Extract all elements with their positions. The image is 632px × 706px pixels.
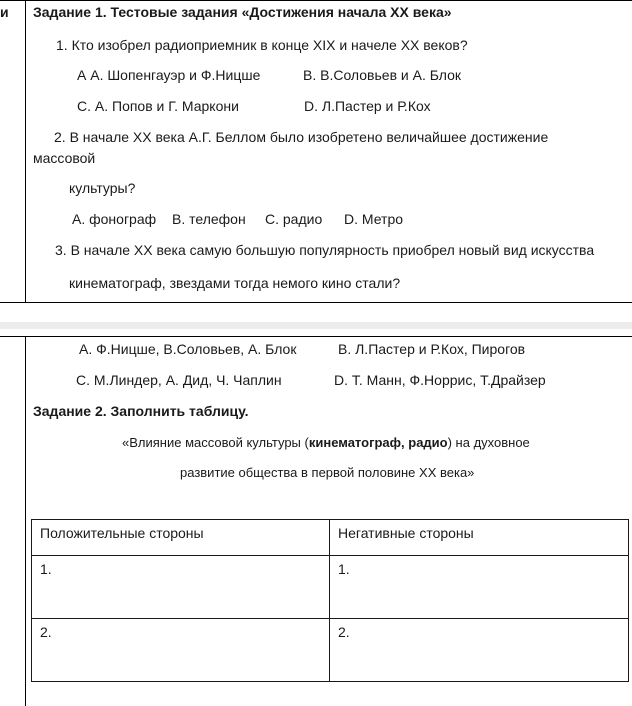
- q3-option-d: D. Т. Манн, Ф.Норрис, Т.Драйзер: [334, 372, 546, 388]
- q2-text-line1: 2. В начале XX века А.Г. Беллом было изобретено величайшее достижение: [54, 129, 549, 145]
- page1-bottom-border: [0, 302, 632, 303]
- q3-option-c: С. М.Линдер, А. Дид, Ч. Чаплин: [76, 372, 282, 388]
- cell-positive-1[interactable]: 1.: [32, 556, 330, 619]
- header-negative: Негативные стороны: [330, 520, 629, 556]
- q2-option-c: С. радио: [265, 211, 323, 227]
- table-caption-line1: [122, 435, 530, 450]
- page2-top-border: [0, 336, 632, 337]
- cell-negative-1[interactable]: 1.: [330, 556, 629, 619]
- q2-option-a: А. фонограф: [72, 211, 157, 227]
- task2-title: Задание 2. Заполнить таблицу.: [33, 403, 249, 419]
- q3-text-line1: 3. В начале XX века самую большую популярность приобрел новый вид искусства: [55, 242, 595, 258]
- task1-title: Задание 1. Тестовые задания «Достижения начала XX века»: [33, 4, 452, 20]
- q2-text-line3: культуры?: [69, 180, 136, 196]
- table-caption-line2: развитие общества в первой половине XX века»: [180, 465, 475, 480]
- caption-part1: «Влияние массовой культуры (: [122, 435, 309, 450]
- page1-column-divider: [25, 0, 26, 303]
- q3-text-line2: кинематограф, звездами тогда немого кино стали?: [69, 275, 401, 291]
- impact-table: [31, 519, 629, 682]
- table-row: [32, 619, 629, 682]
- q2-option-b: В. телефон: [172, 211, 246, 227]
- caption-bold: кинематограф, радио: [308, 435, 448, 450]
- cell-positive-2[interactable]: 2.: [32, 619, 330, 682]
- caption-part2: ) на духовное: [447, 435, 530, 450]
- left-cell-fragment: и: [0, 4, 9, 20]
- cell-negative-2[interactable]: 2.: [330, 619, 629, 682]
- page2-column-divider: [25, 336, 26, 706]
- header-positive: Положительные стороны: [32, 520, 330, 556]
- q1-option-b: В. В.Соловьев и А. Блок: [303, 67, 461, 83]
- table-row: [32, 556, 629, 619]
- q2-text-line2: массовой: [33, 150, 96, 166]
- table-header-row: [32, 520, 629, 556]
- q3-option-b: В. Л.Пастер и Р.Кох, Пирогов: [338, 341, 526, 357]
- page1-top-border: [0, 0, 632, 1]
- q1-option-d: D. Л.Пастер и Р.Кох: [304, 98, 431, 114]
- q1-option-c: С. А. Попов и Г. Маркони: [77, 98, 239, 114]
- q3-option-a: А. Ф.Ницше, В.Соловьев, А. Блок: [79, 341, 297, 357]
- q2-option-d: D. Метро: [344, 211, 404, 227]
- q1-option-a: А А. Шопенгауэр и Ф.Ницше: [77, 67, 261, 83]
- q1-text: 1. Кто изобрел радиоприемник в конце XIX и начеле XX веков?: [56, 37, 468, 53]
- page-gap: [0, 322, 632, 329]
